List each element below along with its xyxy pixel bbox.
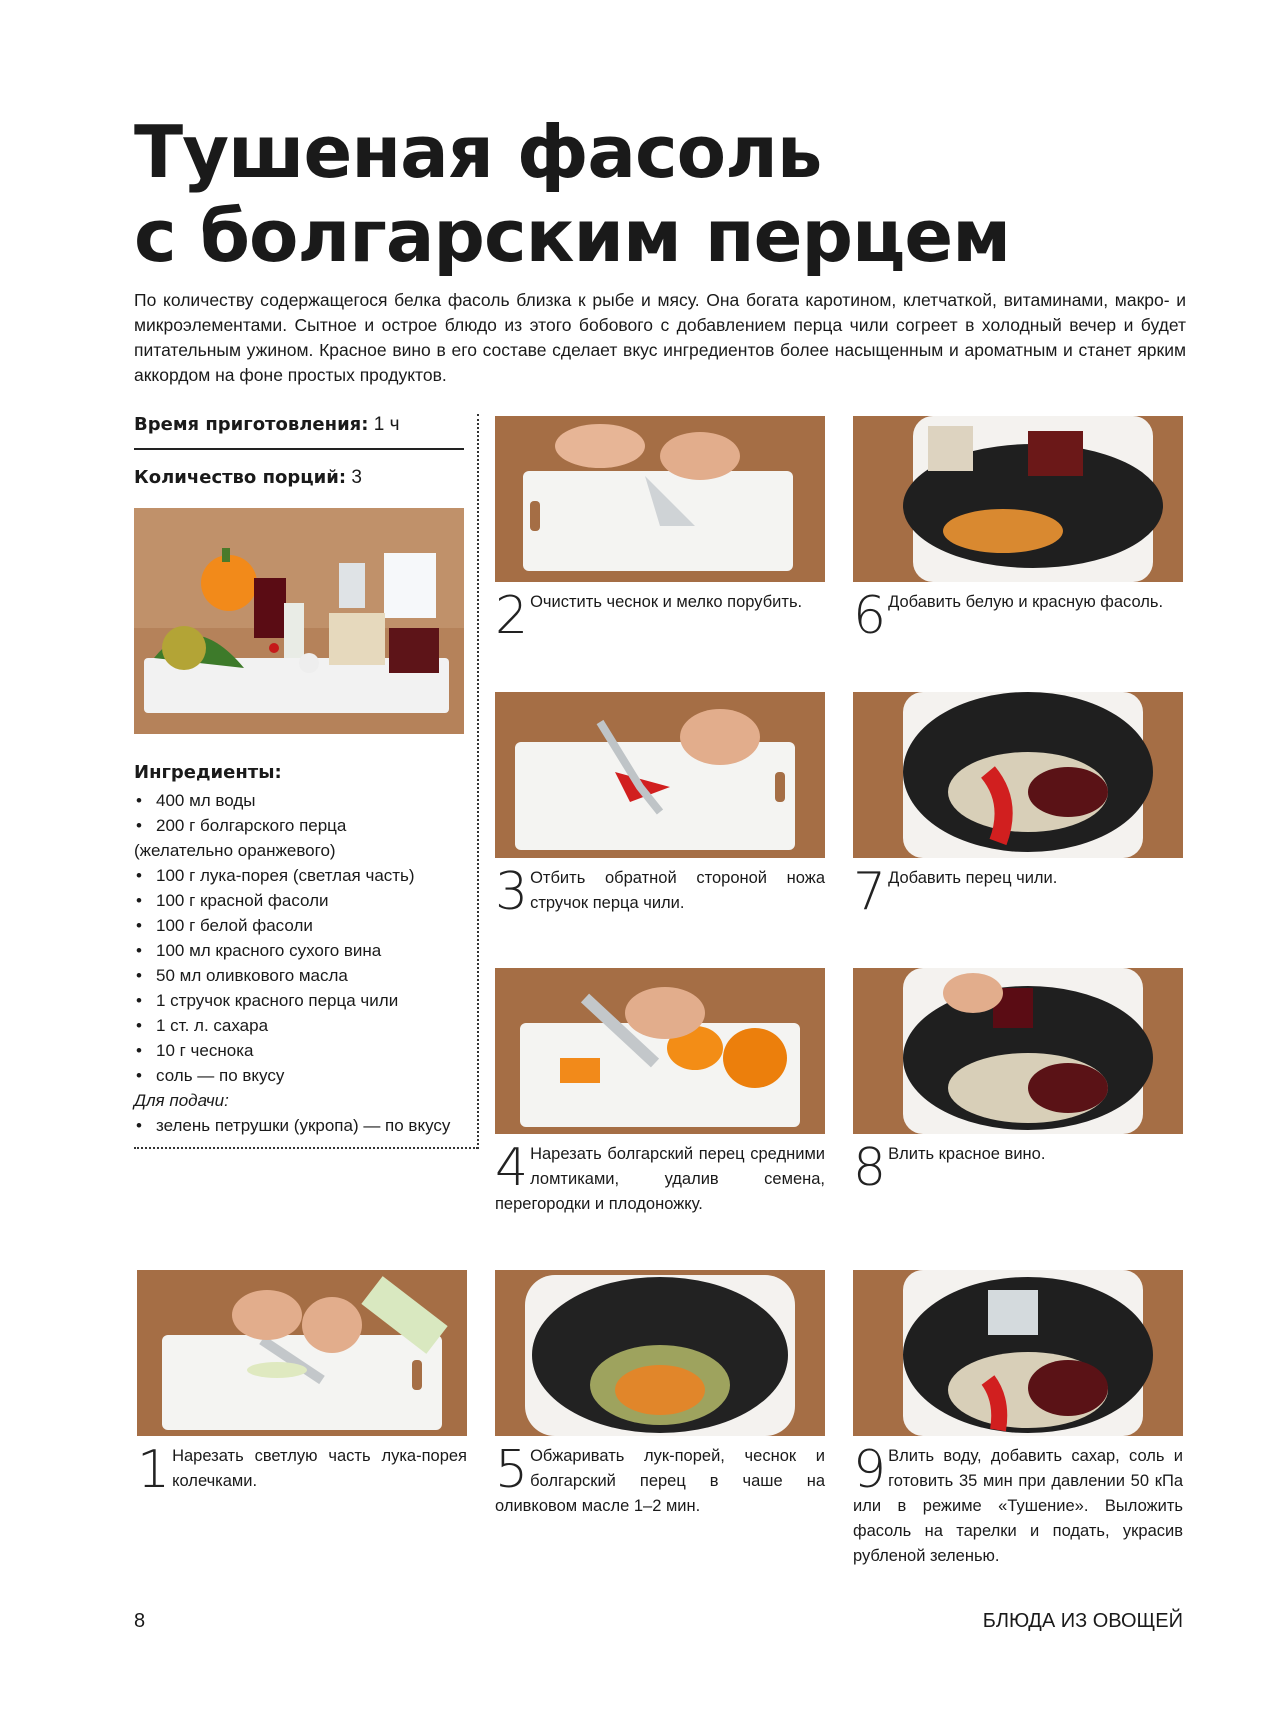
ingredient-item: • 200 г болгарского перца <box>134 813 469 838</box>
step-2 <box>495 586 825 646</box>
servings-value: 3 <box>351 467 362 488</box>
step-7 <box>853 862 1183 922</box>
step-4-photo <box>495 968 825 1134</box>
step-9 <box>853 1440 1183 1569</box>
step-3-number: 3 <box>495 862 529 922</box>
step-4-text: Нарезать болгарский перец средними ломтиками, удалив семена, перегородки и плодоножку. <box>495 1145 825 1213</box>
page-number: 8 <box>134 1610 146 1632</box>
page-title <box>134 110 1010 278</box>
ingredient-item: • соль — по вкусу <box>134 1063 469 1088</box>
ingredient-item: • 100 г лука-порея (светлая часть) <box>134 863 469 888</box>
step-6-number: 6 <box>853 586 887 646</box>
step-1-number: 1 <box>137 1440 171 1500</box>
step-3-photo <box>495 692 825 858</box>
step-5-text: Обжаривать лук-порей, чеснок и болгарский перец в чаше на оливковом масле 1–2 мин. <box>495 1447 825 1515</box>
prep-time-value: 1 ч <box>373 414 400 435</box>
step-2-number: 2 <box>495 586 529 646</box>
ingredient-item: • 50 мл оливкового масла <box>134 963 469 988</box>
step-6 <box>853 586 1183 646</box>
step-4 <box>495 1138 825 1217</box>
ingredient-item: • 100 г белой фасоли <box>134 913 469 938</box>
step-5 <box>495 1440 825 1519</box>
step-5-number: 5 <box>495 1440 529 1500</box>
step-7-number: 7 <box>853 862 887 922</box>
ingredient-item: • 400 мл воды <box>134 788 469 813</box>
step-9-number: 9 <box>853 1440 887 1500</box>
ingredient-item: • 10 г чеснока <box>134 1038 469 1063</box>
servings <box>134 467 464 489</box>
step-9-photo <box>853 1270 1183 1436</box>
ingredients-list <box>134 788 469 1138</box>
sidebar-divider-vertical <box>477 414 479 1149</box>
ingredient-item-note: (желательно оранжевого) <box>134 841 336 860</box>
servings-label: Количество порций: <box>134 467 347 488</box>
ingredient-item: • 100 мл красного сухого вина <box>134 938 469 963</box>
ingredient-item: • 100 г красной фасоли <box>134 888 469 913</box>
serving-item: • зелень петрушки (укропа) — по вкусу <box>134 1113 469 1138</box>
prep-time-label: Время приготовления: <box>134 414 369 435</box>
step-5-photo <box>495 1270 825 1436</box>
step-1-text: Нарезать светлую часть лука-порея колечками. <box>172 1447 467 1490</box>
step-6-photo <box>853 416 1183 582</box>
sidebar-divider-horizontal <box>134 1147 478 1149</box>
title-line-2: с болгарским перцем <box>134 194 1011 278</box>
ingredient-item: • 1 ст. л. сахара <box>134 1013 469 1038</box>
step-8-text: Влить красное вино. <box>888 1145 1046 1163</box>
prep-time <box>134 414 464 450</box>
step-4-number: 4 <box>495 1138 529 1198</box>
step-7-photo <box>853 692 1183 858</box>
step-3-text: Отбить обратной стороной ножа стручок перца чили. <box>530 869 825 912</box>
ingredient-item: • 1 стручок красного перца чили <box>134 988 469 1013</box>
step-8 <box>853 1138 1183 1198</box>
title-line-1: Тушеная фасоль <box>134 110 822 194</box>
step-1-photo <box>137 1270 467 1436</box>
step-9-text: Влить воду, добавить сахар, соль и готовить 35 мин при давлении 50 кПа или в режиме «Тушение». Выложить фасоль на тарелки и подать, украсив рубленой зеленью. <box>853 1447 1183 1565</box>
serving-label: Для подачи: <box>134 1091 229 1110</box>
ingredients-photo <box>134 508 464 734</box>
section-title: БЛЮДА ИЗ ОВОЩЕЙ <box>982 1610 1183 1632</box>
step-2-photo <box>495 416 825 582</box>
intro-paragraph: По количеству содержащегося белка фасоль близка к рыбе и мясу. Она богата каротином, клетчаткой, витаминами, макро- и микроэлементами. Сытное и острое блюдо из этого бобового с добавлением перца чили согреет в холодный вечер и будет питательным ужином. Красное вино в его составе сделает вкус ингредиентов более насыщенным и ароматным и станет ярким аккордом на фоне простых продуктов. <box>134 290 1186 385</box>
step-8-photo <box>853 968 1183 1134</box>
step-7-text: Добавить перец чили. <box>888 869 1058 887</box>
step-8-number: 8 <box>853 1138 887 1198</box>
step-1 <box>137 1440 467 1500</box>
ingredients-heading: Ингредиенты: <box>134 762 282 783</box>
step-2-text: Очистить чеснок и мелко порубить. <box>530 593 803 611</box>
step-3 <box>495 862 825 922</box>
step-6-text: Добавить белую и красную фасоль. <box>888 593 1164 611</box>
